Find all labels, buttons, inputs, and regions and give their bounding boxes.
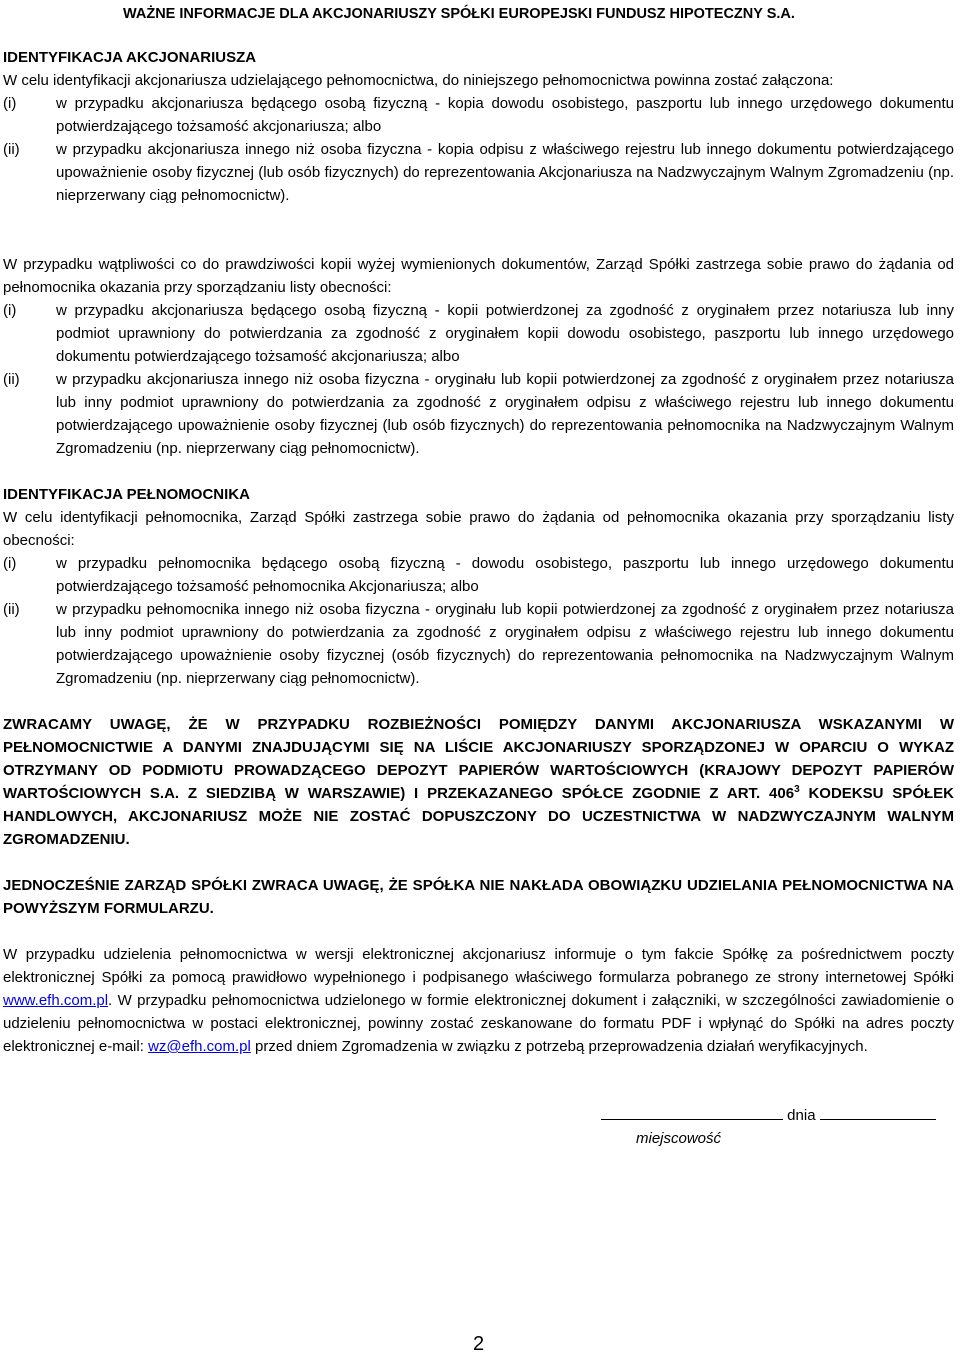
section-intro: W celu identyfikacji akcjonariusza udzielającego pełnomocnictwa, do niniejszego pełnomocnictwa powinna zostać załączona:	[3, 72, 834, 89]
list-item	[3, 138, 954, 207]
page-header: WAŻNE INFORMACJE DLA AKCJONARIUSZY SPÓŁKI EUROPEJSKI FUNDUSZ HIPOTECZNY S.A.	[123, 6, 795, 22]
place-blank-line	[601, 1103, 783, 1120]
date-blank-line	[820, 1103, 936, 1120]
item-number: (ii)	[3, 601, 20, 618]
item-number: (i)	[3, 95, 17, 112]
item-number: (i)	[3, 555, 17, 572]
warning-section	[3, 713, 954, 851]
proxy-identification-section	[3, 483, 954, 690]
section-title: IDENTYFIKACJA PEŁNOMOCNIKA	[3, 486, 250, 503]
article-superscript: 3	[794, 784, 800, 795]
website-link[interactable]: www.efh.com.pl	[3, 992, 109, 1009]
item-text: w przypadku akcjonariusza będącego osobą fizyczną - kopii potwierdzonej za zgodność z oryginałem przez notariusza lub inny podmiot uprawniony do potwierdzania za zgodność z oryginałem kopii dowodu osobistego, paszportu lub innego urzędowego dokumentu potwierdzającego tożsamość akcjonariusza; albo	[56, 302, 954, 365]
electronic-text-part2: . W przypadku pełnomocnictwa udzielonego w formie elektronicznej dokument i załączniki, w szczególności zawiadomienie o udzieleniu pełnomocnictwa w postaci elektronicznej, powinny zostać zeskanowane do formatu PDF i wpłynąć do Spółki na adres poczty elektronicznej e-mail:	[3, 992, 954, 1055]
item-number: (ii)	[3, 371, 20, 388]
signature-row	[601, 1103, 936, 1127]
item-number: (ii)	[3, 141, 20, 158]
doubt-section	[3, 253, 954, 460]
warning-text	[3, 713, 954, 851]
date-label: dnia	[787, 1107, 816, 1124]
email-link[interactable]: wz@efh.com.pl	[148, 1038, 251, 1055]
document-page	[3, 0, 954, 1358]
warning-text-part1: ZWRACAMY UWAGĘ, ŻE W PRZYPADKU ROZBIEŻNOŚCI POMIĘDZY DANYMI AKCJONARIUSZA WSKAZANYMI W PEŁNOMOCNICTWIE A DANYMI ZNAJDUJĄCYMI SIĘ NA LIŚCIE AKCJONARIUSZY SPORZĄDZONEJ W OPARCIU O WYKAZ OTRZYMANY OD PODMIOTU PROWADZĄCEGO DEPOZYT PAPIERÓW WARTOŚCIOWYCH (KRAJOWY DEPOZYT PAPIERÓW WARTOŚCIOWYCH S.A. Z SIEDZIBĄ W WARSZAWIE) I PRZEKAZANEGO SPÓŁCE ZGODNIE Z ART. 406	[3, 716, 954, 802]
warning-text-part2: KODEKSU SPÓŁEK HANDLOWYCH, AKCJONARIUSZ MOŻE NIE ZOSTAĆ DOPUSZCZONY DO UCZESTNICTWA W NADZWYCZAJNYM WALNYM ZGROMADZENIU.	[3, 785, 954, 848]
electronic-text-part3: przed dniem Zgromadzenia w związku z potrzebą przeprowadzenia działań weryfikacyjnych.	[250, 1038, 868, 1055]
list-item	[3, 598, 954, 690]
item-text: w przypadku akcjonariusza innego niż osoba fizyczna - oryginału lub kopii potwierdzonej za zgodność z oryginałem przez notariusza lub inny podmiot uprawniony do potwierdzania za zgodność z oryginałem odpisu z właściwego rejestru lub innego dokumentu potwierdzającego upoważnienie osoby fizycznej (lub osób fizycznych) do reprezentowania pełnomocnika na Nadzwyczajnym Walnym Zgromadzeniu (np. nieprzerwany ciąg pełnomocnictw).	[56, 371, 954, 457]
item-text: w przypadku akcjonariusza innego niż osoba fizyczna - kopia odpisu z właściwego rejestru lub innego dokumentu potwierdzającego upoważnienie osoby fizycznej (lub osób fizycznych) do reprezentowania Akcjonariusza na Nadzwyczajnym Walnym Zgromadzeniu (np. nieprzerwany ciąg pełnomocnictw).	[56, 141, 954, 204]
list-item	[3, 299, 954, 368]
list-item	[3, 368, 954, 460]
notice-section	[3, 874, 954, 920]
section-intro: W celu identyfikacji pełnomocnika, Zarząd Spółki zastrzega sobie prawo do żądania od pełnomocnika okazania przy sporządzaniu listy obecności:	[3, 509, 954, 549]
list-item	[3, 92, 954, 138]
electronic-text-part1: W przypadku udzielenia pełnomocnictwa w wersji elektronicznej akcjonariusz informuje o tym fakcie Spółkę za pośrednictwem poczty elektronicznej Spółki za pomocą prawidłowo wypełnionego i podpisanego właściwego formularza pobranego ze strony internetowej Spółki	[3, 946, 954, 986]
item-text: w przypadku pełnomocnika będącego osobą fizyczną - dowodu osobistego, paszportu lub innego urzędowego dokumentu potwierdzającego tożsamość pełnomocnika Akcjonariusza; albo	[56, 555, 954, 595]
electronic-proxy-text	[3, 943, 954, 1058]
item-text: w przypadku akcjonariusza będącego osobą fizyczną - kopia dowodu osobistego, paszportu lub innego urzędowego dokumentu potwierdzającego tożsamość akcjonariusza; albo	[56, 95, 954, 135]
page-number: 2	[473, 1333, 485, 1355]
item-number: (i)	[3, 302, 17, 319]
section-title: IDENTYFIKACJA AKCJONARIUSZA	[3, 49, 257, 66]
place-caption: miejscowość	[636, 1130, 722, 1147]
item-text: w przypadku pełnomocnika innego niż osoba fizyczna - oryginału lub kopii potwierdzonej za zgodność z oryginałem przez notariusza lub inny podmiot uprawniony do potwierdzania za zgodność z oryginałem odpisu z właściwego rejestru lub innego dokumentu potwierdzającego upoważnienie osoby fizycznej (osób fizycznych) do reprezentowania pełnomocnika na Nadzwyczajnym Walnym Zgromadzeniu (np. nieprzerwany ciąg pełnomocnictw).	[56, 601, 954, 687]
notice-text: JEDNOCZEŚNIE ZARZĄD SPÓŁKI ZWRACA UWAGĘ, ŻE SPÓŁKA NIE NAKŁADA OBOWIĄZKU UDZIELANIA PEŁNOMOCNICTWA NA POWYŻSZYM FORMULARZU.	[3, 877, 954, 917]
electronic-proxy-section	[3, 943, 954, 1058]
section-intro: W przypadku wątpliwości co do prawdziwości kopii wyżej wymienionych dokumentów, Zarząd Spółki zastrzega sobie prawo do żądania od pełnomocnika okazania przy sporządzaniu listy obecności:	[3, 256, 954, 296]
list-item	[3, 552, 954, 598]
shareholder-identification-section	[3, 46, 954, 207]
